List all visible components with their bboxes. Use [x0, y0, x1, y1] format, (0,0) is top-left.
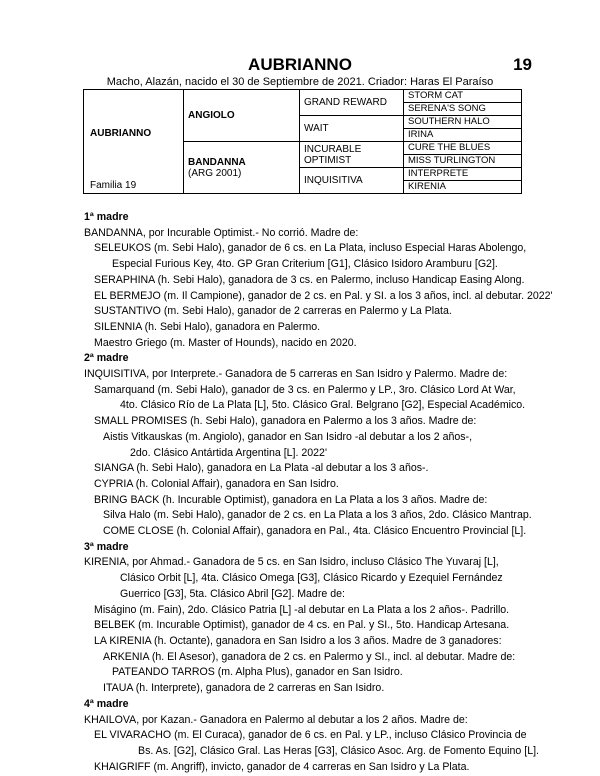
produce-line: BRING BACK (h. Incurable Optimist), ganadora en La Plata a los 3 años. Madre de: — [94, 493, 488, 506]
pedigree-ggp: MISS TURLINGTON — [404, 155, 522, 168]
dam-heading: 3ª madre — [84, 540, 129, 553]
pedigree-ggp: SOUTHERN HALO — [404, 116, 522, 129]
dam-line: INQUISITIVA, por Interprete.- Ganadora de 5 carreras en San Isidro y Palermo. Madre de: — [84, 368, 508, 381]
dam-heading: 4ª madre — [84, 697, 129, 710]
produce-line: KHAIGRIFF (m. Angriff), invicto, ganador de 4 carreras en San Isidro y La Plata. — [94, 760, 470, 773]
pedigree-granddam: WAIT — [300, 116, 404, 142]
pedigree-subject: AUBRIANNO — [90, 128, 152, 139]
produce-line: COME CLOSE (h. Colonial Affair), ganadora en Pal., 4ta. Clásico Encuentro Provincial [L]. — [103, 525, 527, 538]
produce-line: PATEANDO TARROS (m. Alpha Plus), ganador en San Isidro. — [112, 666, 403, 679]
dam-line: KHAILOVA, por Kazan.- Ganadora en Palermo al debutar a los 2 años. Madre de: — [84, 713, 468, 726]
produce-line: SIANGA (h. Sebi Halo), ganadora en La Plata -al debutar a los 3 años-. — [94, 462, 429, 475]
produce-line: SERAPHINA (h. Sebi Halo), ganadora de 3 cs. en Palermo, incluso Handicap Easing Along. — [94, 273, 525, 286]
pedigree-granddam: INQUISITIVA — [300, 168, 404, 194]
pedigree-ggp: IRINA — [404, 129, 522, 142]
produce-line: SUSTANTIVO (m. Sebi Halo), ganador de 2 carreras en Palermo y La Plata. — [94, 305, 452, 318]
produce-line: Maestro Griego (m. Master of Hounds), nacido en 2020. — [94, 336, 357, 349]
produce-line: CYPRIA (h. Colonial Affair), ganadora en San Isidro. — [94, 477, 339, 490]
produce-line: Bs. As. [G2], Clásico Gral. Las Heras [G3], Clásico Asoc. Arg. de Fomento Equino [L]. — [138, 744, 539, 757]
female-family-section — [84, 210, 553, 775]
pedigree-ggp: STORM CAT — [404, 90, 522, 103]
pedigree-dam-cell — [184, 142, 300, 194]
produce-line: Clásico Orbit [L], 4ta. Clásico Omega [G3], Clásico Ricardo y Ezequiel Fernández — [120, 572, 503, 585]
lot-number: 19 — [513, 55, 532, 74]
pedigree-table — [83, 89, 522, 194]
dam-heading: 1ª madre — [84, 211, 129, 223]
produce-line: Aistis Vitkauskas (m. Angiolo), ganador en San Isidro -al debutar a los 2 años-, — [103, 430, 473, 443]
pedigree-ggp: CURE THE BLUES — [404, 142, 522, 155]
produce-line: Especial Furious Key, 4to. GP Gran Criterium [G1], Clásico Isidoro Aramburu [G2]. — [112, 258, 498, 271]
pedigree-dam-note: (ARG 2001) — [188, 167, 242, 179]
produce-line: ARKENIA (h. El Asesor), ganadora de 2 cs. en Palermo y SI., incl. al debutar. Madre de: — [103, 650, 516, 663]
produce-line: 2do. Clásico Antártida Argentina [L]. 2022' — [130, 446, 327, 459]
dam-line: KIRENIA, por Ahmad.- Ganadora de 5 cs. en San Isidro, incluso Clásico The Yuvaraj [L], — [84, 556, 499, 569]
produce-line: SELEUKOS (m. Sebi Halo), ganador de 6 cs. en La Plata, incluso Especial Haras Abolengo, — [94, 242, 527, 255]
pedigree-family: Familia 19 — [90, 180, 137, 191]
pedigree-grandsire: GRAND REWARD — [300, 90, 404, 116]
produce-line: Miságino (m. Fain), 2do. Clásico Patria [L] -al debutar en La Plata a los 2 años-. Padrillo. — [94, 603, 510, 616]
dam-heading: 2ª madre — [84, 352, 129, 365]
horse-subtitle: Macho, Alazán, nacido el 30 de Septiembre de 2021. Criador: Haras El Paraíso — [106, 76, 494, 88]
produce-line: EL BERMEJO (m. Il Campione), ganador de 2 cs. en Pal. y SI. a los 3 años, incl. al debutar. 2022' — [94, 289, 553, 302]
pedigree-sire: ANGIOLO — [184, 90, 300, 142]
produce-line: BELBEK (m. Incurable Optimist), ganador de 4 cs. en Pal. y SI., 5to. Handicap Artesana. — [94, 619, 510, 632]
pedigree-grandsire: INCURABLE OPTIMIST — [300, 142, 404, 168]
produce-line: LA KIRENIA (h. Octante), ganadora en San Isidro a los 3 años. Madre de 3 ganadores: — [94, 634, 502, 647]
pedigree-ggp: INTERPRETE — [404, 168, 522, 181]
produce-line: SILENNIA (h. Sebi Halo), ganadora en Palermo. — [94, 320, 321, 333]
pedigree-dam: BANDANNA — [188, 156, 246, 168]
pedigree-subject-cell — [84, 90, 184, 194]
pedigree-ggp: KIRENIA — [404, 181, 522, 194]
horse-title: AUBRIANNO — [248, 55, 352, 74]
produce-line: SMALL PROMISES (h. Sebi Halo), ganadora en Palermo a los 3 años. Madre de: — [94, 415, 477, 428]
produce-line: Guerrico [G3], 5ta. Clásico Abril [G2]. Madre de: — [120, 587, 345, 600]
produce-line: 4to. Clásico Río de La Plata [L], 5to. Clásico Gral. Belgrano [G2], Especial Académico. — [120, 399, 526, 412]
dam-line: BANDANNA, por Incurable Optimist.- No corrió. Madre de: — [84, 226, 359, 239]
produce-line: EL VIVARACHO (m. El Curaca), ganador de 6 cs. en Pal. y LP., incluso Clásico Provincia de — [94, 729, 527, 742]
pedigree-ggp: SERENA'S SONG — [404, 103, 522, 116]
produce-line: Samarquand (m. Sebi Halo), ganador de 3 cs. en Palermo y LP., 3ro. Clásico Lord At War, — [94, 383, 516, 396]
produce-line: ITAUA (h. Interprete), ganadora de 2 carreras en San Isidro. — [103, 682, 385, 695]
produce-line: Silva Halo (m. Sebi Halo), ganador de 2 cs. en La Plata a los 3 años, 2do. Clásico Mantrap. — [103, 509, 532, 522]
